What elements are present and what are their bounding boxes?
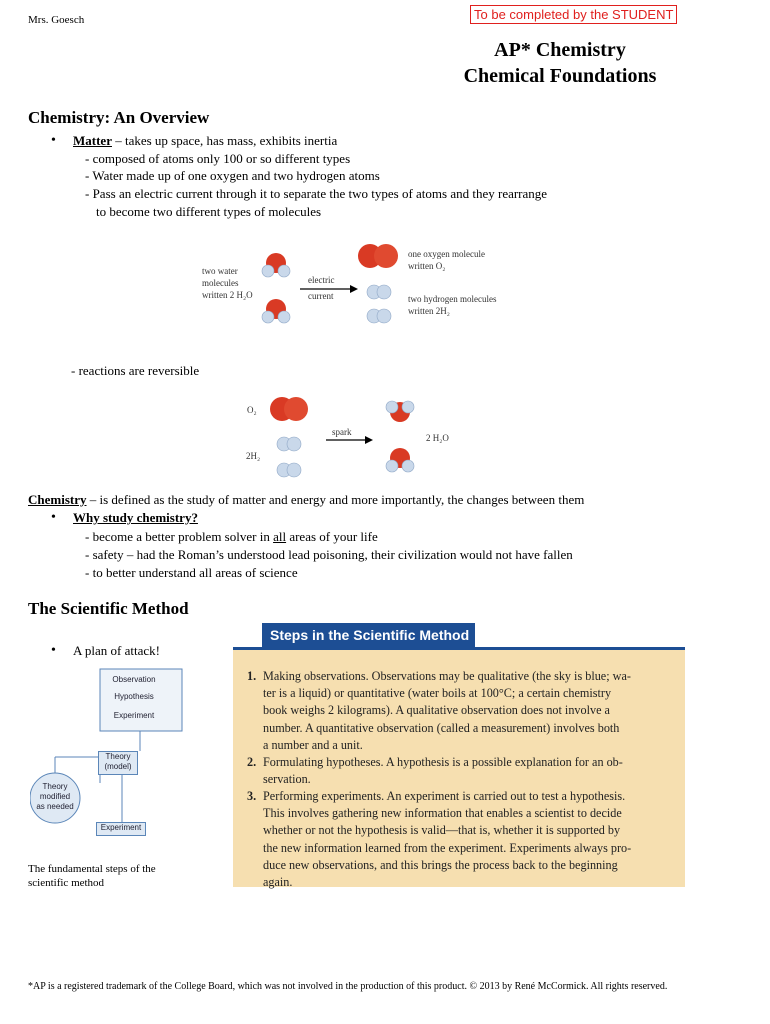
product-label: 2 H₂O (426, 433, 449, 443)
hydrogen-molecule (367, 285, 391, 299)
oxygen-label-line: one oxygen molecule (408, 249, 485, 259)
page-title (420, 37, 700, 89)
step-line: duce new observations, and this brings the process back to the beginning (263, 857, 618, 872)
why-point-text: areas of your life (286, 529, 378, 544)
method-bullet: • A plan of attack! (73, 642, 160, 659)
reversible-note: - reactions are reversible (71, 363, 200, 378)
footer-note: *AP is a registered trademark of the College Board, which was not involved in the production of this product. © 2013 by René McCormick. All rights reserved. (28, 981, 668, 992)
why-point (85, 528, 378, 545)
flow-theory-line: (model) (104, 762, 132, 771)
scientific-method-flowchart (30, 665, 205, 845)
overview-point: to become two different types of molecules (96, 204, 322, 219)
step-2 (247, 754, 623, 788)
hydrogen-molecule (277, 463, 301, 477)
flow-experiment: Experiment (113, 711, 155, 720)
flowchart-caption (28, 862, 156, 890)
step-line: again. (263, 875, 293, 890)
chemistry-def-text: – is defined as the study of matter and energy and more importantly, the changes between them (86, 492, 585, 507)
flow-modified-line: modified (39, 792, 71, 801)
flow-observation: Observation (112, 675, 156, 684)
arrow-label (308, 274, 334, 286)
arrow-label-bottom: current (308, 291, 334, 301)
step-line: servation. (263, 772, 311, 787)
oxygen-label (408, 248, 485, 272)
o2-label: O₂ (247, 405, 257, 415)
matter-term: Matter (73, 133, 112, 148)
oxygen-molecule (358, 244, 398, 268)
title-line-2: Chemical Foundations (463, 65, 657, 87)
step-number: 2. (247, 755, 257, 769)
chemistry-definition (28, 491, 748, 508)
water-molecule (262, 253, 290, 277)
why-heading (73, 509, 198, 526)
flow-modified-line: as needed (36, 802, 74, 811)
water-label-line: molecules (202, 278, 239, 288)
flow-modified-line: Theory (42, 782, 68, 791)
section-heading-overview: Chemistry: An Overview (28, 108, 210, 127)
overview-point: - composed of atoms only 100 or so different types (85, 151, 351, 166)
step-3 (247, 788, 632, 891)
why-point-underline: all (273, 529, 287, 544)
step-line: a number and a unit. (263, 737, 363, 752)
caption-line: The fundamental steps of the (28, 863, 156, 875)
step-line: the new information learned from the experiment. Experiments always pro- (263, 840, 632, 855)
step-line: book weighs 2 kilograms). A qualitative observation does not involve a (263, 703, 610, 718)
flow-modified (32, 782, 78, 814)
spark-label: spark (332, 427, 352, 437)
why-point-text: - become a better problem solver in (85, 529, 274, 544)
steps-panel (233, 647, 685, 890)
section-heading-method: The Scientific Method (28, 599, 189, 618)
chemistry-term: Chemistry (28, 492, 87, 507)
flow-theory (98, 751, 138, 775)
why-heading-text: Why study chemistry? (73, 510, 198, 525)
teacher-name: Mrs. Goesch (28, 14, 85, 26)
hydrogen-molecule (367, 309, 391, 323)
step-number: 1. (247, 669, 257, 683)
overview-point: - Pass an electric current through it to separate the two types of atoms and they rearrange (85, 186, 548, 201)
oxygen-label-line: written O₂ (408, 261, 446, 271)
step-number: 3. (247, 789, 257, 803)
hydrogen-label-line: two hydrogen molecules (408, 294, 497, 304)
hydrogen-molecule (277, 437, 301, 451)
caption-line: scientific method (28, 877, 105, 889)
water-label-line: written 2 H₂O (202, 290, 253, 300)
arrow-label-line: electric (308, 275, 335, 285)
h2-label: 2H₂ (246, 451, 261, 461)
hydrogen-label-line: written 2H₂ (408, 306, 450, 316)
step-line: Formulating hypotheses. A hypothesis is a possible explanation for an ob- (263, 755, 623, 769)
why-point: - to better understand all areas of science (85, 565, 298, 580)
hydrogen-label (408, 293, 496, 317)
step-line: This involves gathering new information that enables a scientist to decide (263, 806, 622, 821)
step-line: Making observations. Observations may be qualitative (the sky is blue; wa- (263, 669, 631, 683)
step-line: number. A quantitative observation (called a measurement) involves both (263, 720, 620, 735)
step-line: whether or not the hypothesis is valid—that is, whether it is supported by (263, 823, 621, 838)
water-molecule (386, 448, 414, 472)
oxygen-molecule (270, 397, 308, 421)
steps-panel-title: Steps in the Scientific Method (262, 623, 475, 647)
water-molecule (386, 401, 414, 422)
flow-hypothesis: Hypothesis (114, 692, 154, 701)
water-label-line: two water (202, 266, 238, 276)
title-line-1: AP* Chemistry (494, 39, 626, 61)
student-note: To be completed by the STUDENT (470, 5, 677, 24)
recombination-diagram (240, 392, 470, 482)
matter-definition: – takes up space, has mass, exhibits inertia (111, 133, 338, 148)
flow-experiment-2: Experiment (96, 822, 146, 836)
electrolysis-diagram (190, 238, 520, 328)
water-molecule (262, 299, 290, 323)
step-1 (247, 668, 631, 754)
step-line: Performing experiments. An experiment is carried out to test a hypothesis. (263, 789, 626, 803)
why-point: - safety – had the Roman’s understood lead poisoning, their civilization would not have fallen (85, 547, 573, 562)
matter-bullet (73, 132, 337, 149)
overview-point: - Water made up of one oxygen and two hydrogen atoms (85, 168, 380, 183)
step-line: ter is a liquid) or quantitative (water boils at 100°C; a certain chemistry (263, 686, 612, 701)
flow-theory-line: Theory (105, 752, 131, 761)
